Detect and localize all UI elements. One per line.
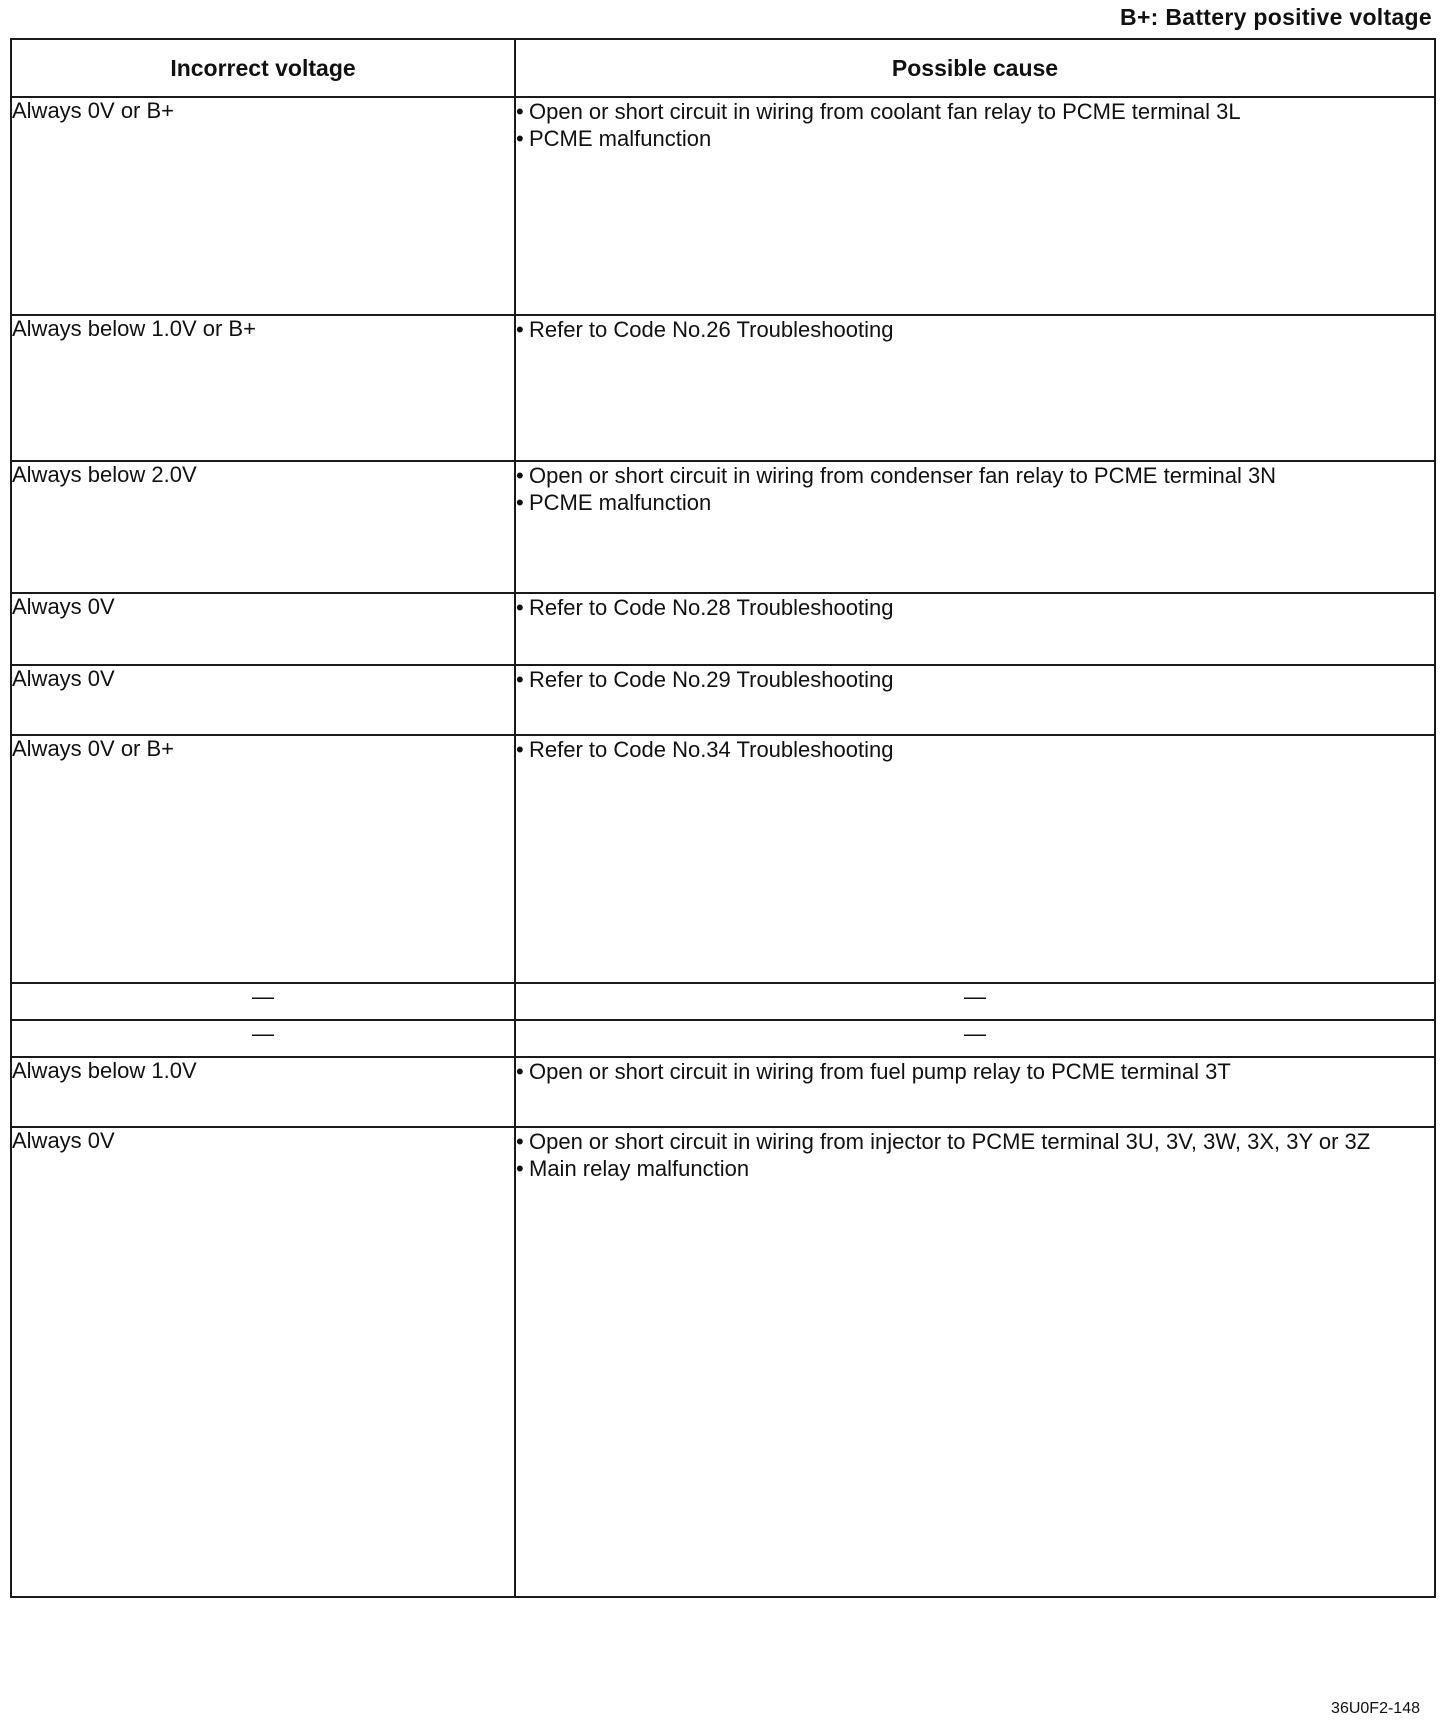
cause-item: • Refer to Code No.26 Troubleshooting bbox=[516, 316, 1434, 343]
cause-dash-cell: — bbox=[515, 1020, 1435, 1057]
table-row bbox=[11, 665, 1435, 735]
cause-item: • Main relay malfunction bbox=[516, 1155, 1434, 1182]
table-row bbox=[11, 1020, 1435, 1057]
header-incorrect-voltage: Incorrect voltage bbox=[11, 39, 515, 97]
cause-cell bbox=[515, 97, 1435, 315]
voltage-dash-cell: — bbox=[11, 983, 515, 1020]
cause-item: • Open or short circuit in wiring from injector to PCME terminal 3U, 3V, 3W, 3X, 3Y or 3Z bbox=[516, 1128, 1434, 1155]
table-row bbox=[11, 983, 1435, 1020]
cause-cell bbox=[515, 1057, 1435, 1127]
cause-item: • Refer to Code No.34 Troubleshooting bbox=[516, 736, 1434, 763]
table-row bbox=[11, 735, 1435, 983]
table-row bbox=[11, 593, 1435, 665]
table-row bbox=[11, 97, 1435, 315]
cause-dash-cell: — bbox=[515, 983, 1435, 1020]
cause-item: • PCME malfunction bbox=[516, 125, 1434, 152]
voltage-cell: Always below 1.0V or B+ bbox=[11, 315, 515, 461]
cause-cell bbox=[515, 665, 1435, 735]
troubleshooting-table bbox=[10, 38, 1436, 1598]
cause-item: • PCME malfunction bbox=[516, 489, 1434, 516]
voltage-cell: Always below 1.0V bbox=[11, 1057, 515, 1127]
voltage-cell: Always 0V bbox=[11, 665, 515, 735]
voltage-cell: Always 0V or B+ bbox=[11, 97, 515, 315]
voltage-dash-cell: — bbox=[11, 1020, 515, 1057]
table-row bbox=[11, 1127, 1435, 1597]
figure-id: 36U0F2-148 bbox=[1331, 1700, 1420, 1717]
cause-cell bbox=[515, 1127, 1435, 1597]
table-header-row bbox=[11, 39, 1435, 97]
cause-cell bbox=[515, 315, 1435, 461]
battery-voltage-legend: B+: Battery positive voltage bbox=[1120, 4, 1432, 30]
cause-item: • Open or short circuit in wiring from fuel pump relay to PCME terminal 3T bbox=[516, 1058, 1434, 1085]
cause-item: • Refer to Code No.29 Troubleshooting bbox=[516, 666, 1434, 693]
cause-item: • Refer to Code No.28 Troubleshooting bbox=[516, 594, 1434, 621]
cause-cell bbox=[515, 461, 1435, 593]
table-row bbox=[11, 461, 1435, 593]
voltage-cell: Always 0V bbox=[11, 593, 515, 665]
cause-item: • Open or short circuit in wiring from coolant fan relay to PCME terminal 3L bbox=[516, 98, 1434, 125]
voltage-cell: Always below 2.0V bbox=[11, 461, 515, 593]
table-row bbox=[11, 315, 1435, 461]
header-possible-cause: Possible cause bbox=[515, 39, 1435, 97]
cause-cell bbox=[515, 593, 1435, 665]
cause-item: • Open or short circuit in wiring from condenser fan relay to PCME terminal 3N bbox=[516, 462, 1434, 489]
cause-cell bbox=[515, 735, 1435, 983]
table-row bbox=[11, 1057, 1435, 1127]
voltage-cell: Always 0V bbox=[11, 1127, 515, 1597]
voltage-cell: Always 0V or B+ bbox=[11, 735, 515, 983]
